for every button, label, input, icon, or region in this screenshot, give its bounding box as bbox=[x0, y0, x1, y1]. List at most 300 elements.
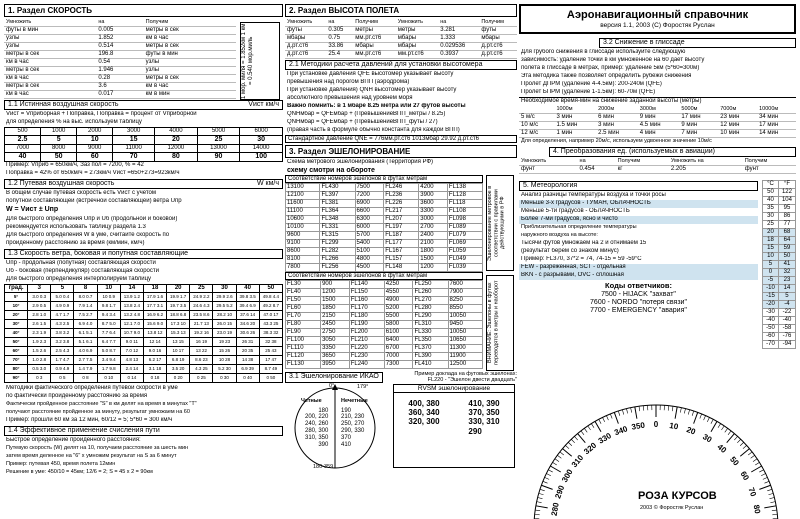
table-row bbox=[285, 42, 517, 50]
table-cell: 4 мин bbox=[638, 129, 680, 137]
table-row bbox=[5, 310, 283, 319]
table-cell: 4500 bbox=[355, 263, 384, 271]
table-cell: Получим bbox=[353, 18, 395, 26]
table-cell: FL128 bbox=[447, 191, 482, 199]
text-line: Пролет БПРМ (удаление 1-1.5км): 60-70м (QFE) bbox=[521, 89, 656, 96]
table-cell: -76 bbox=[778, 333, 795, 341]
table-cell: 90° bbox=[5, 373, 28, 382]
table-cell: 2400 bbox=[419, 231, 448, 239]
table-cell: 2.8 1.0 bbox=[28, 310, 51, 319]
table-cell: 20 bbox=[167, 284, 190, 292]
rose-tick bbox=[672, 406, 673, 411]
rose-label: 40 bbox=[715, 442, 729, 455]
table-cell: 7200 bbox=[355, 191, 384, 199]
rose-tick bbox=[584, 428, 587, 432]
rose-tick bbox=[768, 493, 773, 494]
table-cell: 5700 bbox=[355, 231, 384, 239]
table-row bbox=[5, 127, 283, 135]
table-cell: 4.0 6.9 bbox=[74, 346, 97, 355]
table-cell: 39.8 3.5 bbox=[236, 292, 259, 301]
table-cell: 9450 bbox=[448, 320, 483, 328]
rose-tick bbox=[631, 408, 632, 413]
table-cell: FL315 bbox=[320, 231, 355, 239]
table-cell: 0 18 bbox=[143, 373, 166, 382]
table-row bbox=[286, 280, 483, 288]
table-cell: 2000м bbox=[596, 105, 638, 113]
rose-tick bbox=[743, 445, 747, 448]
table-cell: 0 40 bbox=[236, 373, 259, 382]
table-cell: футы bbox=[285, 26, 326, 34]
table-row bbox=[286, 336, 483, 344]
table-cell: -4 bbox=[778, 301, 795, 309]
table-cell: на bbox=[438, 18, 479, 26]
rose-tick bbox=[540, 489, 545, 491]
rose-tick bbox=[740, 442, 744, 445]
text-line: Анализ разницы температуры воздуха и точки росы bbox=[521, 192, 666, 199]
table-cell: 900 bbox=[321, 280, 350, 288]
table-cell: 10° bbox=[5, 301, 28, 310]
text-line: Поправка = 42% от 650км/ч = 273км/ч Vист =650+273=923км/ч bbox=[6, 169, 180, 176]
table-cell: FL059 bbox=[447, 247, 482, 255]
table-cell: 18 bbox=[143, 284, 166, 292]
table-cell: -60 bbox=[763, 333, 779, 341]
text-line: Соответствие номеров эшелонов в футах метрам bbox=[285, 175, 483, 183]
table-cell: 19 23 bbox=[213, 337, 236, 346]
table-cell: 0 5 bbox=[51, 373, 74, 382]
table-cell: 196.8 bbox=[96, 50, 143, 58]
table-cell: 1.946 bbox=[96, 66, 143, 74]
list-item: 310, 350 bbox=[305, 435, 329, 442]
table-row bbox=[286, 320, 483, 328]
table-cell: метры в сек bbox=[144, 26, 236, 34]
table-cell: 122 bbox=[778, 189, 795, 197]
table-cell: 6000 bbox=[240, 127, 283, 135]
table-cell: 37.6 14 bbox=[236, 310, 259, 319]
table-cell: 4250 bbox=[384, 280, 413, 288]
table-cell: 10.7 9.0 bbox=[120, 328, 143, 337]
table-cell: 2.5 bbox=[5, 135, 41, 144]
table-cell: 80° bbox=[5, 364, 28, 373]
wind-table bbox=[4, 284, 283, 383]
main-title: Аэронавигационный справочник bbox=[566, 9, 749, 21]
tas-table bbox=[4, 127, 283, 162]
table-cell: 2.6 1.5 bbox=[28, 319, 51, 328]
table-cell: 12500 bbox=[448, 360, 483, 368]
text-line: для определения % на выс. используем таблицу bbox=[6, 118, 142, 125]
rose-tick bbox=[759, 470, 763, 472]
table-cell: 25 bbox=[197, 135, 240, 144]
table-cell: км в час bbox=[144, 34, 236, 42]
table-cell: 17 мин bbox=[757, 121, 796, 129]
table-cell: 20 35 bbox=[236, 346, 259, 355]
version: версия 1.1, 2003 (С) Форостяк Руслан bbox=[600, 21, 715, 29]
table-cell: 7.7 6.4 bbox=[97, 328, 120, 337]
text-line: Фактически пройденное расстояние "S" в км делят на время в минутах "T" bbox=[6, 400, 197, 407]
list-item: 330, 310 bbox=[468, 417, 500, 427]
rose-tick bbox=[639, 406, 640, 411]
table-cell: 8000 bbox=[41, 144, 77, 152]
table-cell: 0.28 bbox=[96, 74, 143, 82]
table-row bbox=[763, 277, 796, 285]
table-row bbox=[5, 152, 283, 161]
table-cell: FL190 bbox=[349, 320, 384, 328]
text-line: Быстрое определение пройденного расстояния: bbox=[6, 436, 141, 443]
table-cell: 60 bbox=[77, 152, 113, 161]
formula: QNHмбар = QFEмбар + (ПревышениеВПП_метры / 8.25) bbox=[287, 110, 446, 117]
table-cell: 29.9 2.6 bbox=[213, 292, 236, 301]
text-line: схему смотри на обороте bbox=[287, 166, 375, 174]
text-line: Более 7-ми градусов, ясно и чисто bbox=[519, 216, 758, 224]
formula: QNHмбар = QFEмбар + (ПревышениеВПП_футы / 27) bbox=[287, 118, 438, 125]
rose-tick bbox=[764, 506, 776, 508]
table-row bbox=[286, 207, 483, 215]
table-cell: 25 43 bbox=[259, 346, 282, 355]
speed-conversion-table bbox=[4, 18, 236, 99]
rose-tick bbox=[770, 502, 775, 503]
table-cell: -70 bbox=[763, 341, 779, 349]
rvsm-box bbox=[393, 384, 515, 468]
table-cell: 6 мин bbox=[596, 113, 638, 121]
list-item: 200, 220 bbox=[305, 414, 329, 421]
table-cell: FL330 bbox=[413, 328, 448, 336]
rose-tick bbox=[680, 408, 681, 413]
table-cell: 17.7 3.1 bbox=[143, 301, 166, 310]
table-cell: 2450 bbox=[321, 320, 350, 328]
glide-heading: 3.2 Снижение в глиссаде bbox=[599, 38, 796, 48]
table-cell: 3.6 bbox=[96, 82, 143, 90]
table-cell: 30.6 26 bbox=[236, 328, 259, 337]
table-cell: узлы bbox=[4, 34, 96, 42]
side-note: Эшелонирование метровое в соответствии с правилами действующими в РФ bbox=[486, 175, 514, 271]
table-cell: 38.3 32 bbox=[259, 328, 282, 337]
text-line: Путевую скорость (W) делят на 10, получаем расстояние за шесть мин bbox=[6, 444, 189, 451]
table-cell: 17.3 10 bbox=[167, 319, 190, 328]
table-cell: 11100 bbox=[286, 207, 320, 215]
table-cell: 8600 bbox=[286, 247, 320, 255]
rose-label: 320 bbox=[582, 440, 599, 457]
table-cell: 1500 bbox=[419, 255, 448, 263]
rose-tick bbox=[704, 416, 706, 421]
text-line: Для быстрого определения интерполируем таблицу bbox=[6, 275, 152, 282]
list-item: 410, 390 bbox=[468, 399, 500, 409]
table-row bbox=[286, 328, 483, 336]
table-cell: метры в сек bbox=[144, 74, 236, 82]
table-cell: FL266 bbox=[320, 255, 355, 263]
list-item: 210, 230 bbox=[341, 414, 365, 421]
deg-180: 180-359 bbox=[313, 463, 334, 470]
table-cell: 5200 bbox=[384, 304, 413, 312]
table-cell: -40 bbox=[778, 317, 795, 325]
table-cell: FL280 bbox=[413, 304, 448, 312]
table-cell: 5000м bbox=[679, 105, 718, 113]
speed-title: 1. Раздел СКОРОСТЬ bbox=[4, 4, 283, 17]
text-line: Схема метрового эшелонирования (Территория РФ) bbox=[287, 158, 434, 165]
table-cell: FL049 bbox=[447, 255, 482, 263]
rose-tick bbox=[568, 442, 572, 445]
descent-table bbox=[519, 105, 796, 138]
table-cell: 19.2 16 bbox=[190, 328, 213, 337]
table-cell: 10050 bbox=[448, 328, 483, 336]
rose-tick bbox=[635, 407, 637, 419]
table-cell: 11900 bbox=[448, 352, 483, 360]
rose-tick bbox=[563, 449, 572, 457]
table-cell: FL130 bbox=[286, 360, 321, 368]
rose-tick bbox=[537, 502, 542, 503]
text-line: по фактически пройденному расстоянию за время bbox=[6, 392, 148, 399]
rose-copyright: 2003 © Форостяк Руслан bbox=[640, 505, 704, 511]
table-cell: 0 25 bbox=[190, 373, 213, 382]
table-row bbox=[5, 144, 283, 152]
table-cell: 8 bbox=[74, 284, 97, 292]
table-cell: 3050 bbox=[321, 336, 350, 344]
table-cell: 19.7 3.5 bbox=[167, 301, 190, 310]
table-cell: FL177 bbox=[384, 239, 419, 247]
table-cell: 0 14 bbox=[120, 373, 143, 382]
table-cell: 10 bbox=[763, 253, 779, 261]
table-cell: 9600 bbox=[286, 231, 320, 239]
table-cell: 24.9 2.2 bbox=[190, 292, 213, 301]
table-cell: 30 bbox=[213, 284, 236, 292]
text-line: попутной составляющей (встречной составляющей) ветра Uпр bbox=[6, 197, 182, 204]
rose-tick bbox=[718, 424, 721, 428]
list-item: 320, 300 bbox=[408, 417, 440, 427]
table-cell: 10050 bbox=[448, 312, 483, 320]
table-cell: Получим bbox=[616, 158, 669, 166]
table-row bbox=[763, 205, 796, 213]
table-cell: FL098 bbox=[447, 215, 482, 223]
table-cell: FL30 bbox=[286, 280, 321, 288]
text-line: Для грубого снижения в глиссаде используйте следующую bbox=[521, 49, 686, 56]
table-cell: км в мин bbox=[144, 90, 236, 98]
table-cell: 1 мин bbox=[554, 129, 596, 137]
table-row bbox=[285, 26, 517, 34]
text-line: Для быстрого определения Uпр и Uб (продольной и боковой) bbox=[6, 215, 178, 222]
table-row bbox=[763, 325, 796, 333]
table-cell: 18 bbox=[763, 237, 779, 245]
text-line: Uб - боковая (перпендикуляр) составляющая скорости bbox=[6, 267, 159, 274]
table-cell: 8100 bbox=[286, 255, 320, 263]
table-cell: 4.3 25 bbox=[190, 364, 213, 373]
table-row bbox=[763, 189, 796, 197]
table-row bbox=[286, 312, 483, 320]
text-line: Важно помнить: в 1 мбаре 8.25 метра или 27 футов высоты bbox=[287, 102, 466, 109]
table-cell: 0.305 bbox=[326, 26, 353, 34]
table-row bbox=[763, 333, 796, 341]
table-cell: фунт bbox=[743, 166, 796, 174]
table-row bbox=[4, 82, 236, 90]
side-note: ВНИМАНИЕ: Эшелоны в футах переводятся в метры и наоборот bbox=[486, 275, 514, 371]
text-line: FEW - разреженная, SCT - отдельная bbox=[519, 264, 758, 272]
table-cell: FL364 bbox=[320, 207, 355, 215]
rose-tick bbox=[764, 481, 769, 483]
table-cell: 50 bbox=[259, 284, 282, 292]
rose-tick bbox=[767, 489, 772, 491]
text-line: превышения над порогом ВПП (аэродрома) bbox=[287, 78, 410, 85]
rose-label: 300 bbox=[560, 467, 575, 484]
rose-tick bbox=[560, 452, 564, 455]
table-cell: FL120 bbox=[286, 352, 321, 360]
altitude-section bbox=[285, 4, 517, 470]
code-line: 7700 - EMERGENCY "авария" bbox=[590, 306, 687, 314]
text-line: Меньше 3-х градусов - ТУМАН, ОБЛАЧНОСТЬ bbox=[519, 200, 758, 208]
table-cell: -10 bbox=[763, 285, 779, 293]
table-row bbox=[5, 373, 283, 382]
table-cell: 3.1 18 bbox=[143, 364, 166, 373]
table-cell: 70° bbox=[5, 355, 28, 364]
table-cell: -30 bbox=[763, 309, 779, 317]
altitude-conversion-table bbox=[285, 18, 517, 59]
rose-tick bbox=[772, 510, 777, 511]
table-cell: 1.9 2.3 bbox=[28, 337, 51, 346]
temperature-table bbox=[762, 180, 796, 349]
text-line: В общем случае путевая скорость есть Vист с учетом bbox=[6, 189, 157, 196]
table-cell: FL90 bbox=[286, 328, 321, 336]
table-cell: FL187 bbox=[384, 231, 419, 239]
table-cell: FL108 bbox=[447, 207, 482, 215]
text-line: затем время деленное на "6" х умножим результат на S за 6 минут bbox=[6, 452, 177, 459]
rose-tick bbox=[770, 497, 775, 498]
table-cell: 3 мин bbox=[596, 121, 638, 129]
table-cell: узлы bbox=[144, 66, 236, 74]
table-cell: 2000 bbox=[77, 127, 113, 135]
table-cell: 3 bbox=[28, 284, 51, 292]
table-cell: 7.0 12 bbox=[120, 346, 143, 355]
table-cell: 14 bbox=[120, 284, 143, 292]
table-cell: 3.281 bbox=[438, 26, 479, 34]
table-cell: FL200 bbox=[349, 328, 384, 336]
table-cell: 9100 bbox=[286, 239, 320, 247]
table-cell: FL167 bbox=[384, 247, 419, 255]
table-cell: 40° bbox=[5, 328, 28, 337]
table-cell: 8.6 23 bbox=[190, 355, 213, 364]
table-cell: 14 bbox=[778, 285, 795, 293]
table-cell: 7900 bbox=[448, 288, 483, 296]
gs-unit: W км/ч bbox=[256, 179, 279, 187]
table-cell: FL118 bbox=[447, 199, 482, 207]
table-cell: Получим bbox=[743, 158, 796, 166]
table-row bbox=[519, 129, 796, 137]
table-cell: 6700 bbox=[384, 344, 413, 352]
table-cell: 1500 bbox=[321, 296, 350, 304]
table-cell: FL138 bbox=[447, 183, 482, 191]
table-cell: 20° bbox=[5, 310, 28, 319]
table-row bbox=[763, 229, 796, 237]
table-row bbox=[519, 121, 796, 129]
table-row bbox=[5, 135, 283, 144]
table-cell: 10 м/с bbox=[519, 121, 554, 129]
table-cell: FL348 bbox=[320, 215, 355, 223]
table-cell: 12000 bbox=[155, 144, 198, 152]
rose-tick bbox=[643, 406, 644, 411]
rose-label: 10 bbox=[668, 420, 679, 432]
table-cell: 9.4 3.4 bbox=[97, 310, 120, 319]
rose-tick bbox=[751, 455, 755, 458]
rose-tick bbox=[721, 426, 724, 430]
table-cell: 14 мин bbox=[757, 129, 796, 137]
text-line: Пример: путевая 450, время полета 12мин bbox=[6, 460, 116, 467]
rose-tick bbox=[740, 449, 749, 457]
table-cell: Умножить на bbox=[669, 158, 743, 166]
rose-tick bbox=[684, 409, 685, 414]
table-cell: 0.3937 bbox=[438, 50, 479, 58]
table-cell: 13.2 4.8 bbox=[120, 310, 143, 319]
table-cell: 1.5 2.6 bbox=[28, 346, 51, 355]
rose-tick bbox=[711, 421, 717, 431]
table-row bbox=[286, 247, 483, 255]
table-cell: км в час bbox=[4, 58, 96, 66]
table-cell: -94 bbox=[778, 341, 795, 349]
table-cell: 7300 bbox=[384, 360, 413, 368]
example-line: Пример доклада на футовых эшелонах: bbox=[414, 370, 517, 377]
table-row bbox=[5, 328, 283, 337]
table-cell: 25 bbox=[763, 221, 779, 229]
table-cell: 7600 bbox=[448, 280, 483, 288]
wind-heading: 1.3 Скорость ветра, боковая и попутная составляющие bbox=[4, 249, 283, 259]
table-row bbox=[286, 352, 483, 360]
table-cell: 3000 bbox=[419, 215, 448, 223]
table-cell: 4.7 1.7 bbox=[51, 310, 74, 319]
table-cell: 7000 bbox=[384, 352, 413, 360]
table-cell: FL260 bbox=[413, 288, 448, 296]
list-item: 360, 340 bbox=[408, 408, 440, 418]
text-line: пройденному расстоянию за время (км/мин, км/ч) bbox=[6, 239, 145, 246]
table-cell: км в час bbox=[4, 74, 96, 82]
table-row bbox=[4, 90, 236, 98]
table-cell: 3000м bbox=[638, 105, 680, 113]
table-cell: FL039 bbox=[447, 263, 482, 271]
rose-tick bbox=[553, 462, 557, 465]
rose-tick bbox=[614, 412, 618, 423]
table-cell: 17 47 bbox=[259, 355, 282, 364]
table-cell: 5000 bbox=[197, 127, 240, 135]
table-cell: 12 м/с bbox=[519, 129, 554, 137]
table-cell: 17 мин bbox=[679, 113, 718, 121]
icao-circle bbox=[285, 384, 385, 470]
table-row bbox=[763, 261, 796, 269]
rose-tick bbox=[668, 406, 669, 411]
rose-tick bbox=[626, 409, 627, 414]
table-cell: 40 bbox=[763, 197, 779, 205]
table-cell: на bbox=[326, 18, 353, 26]
table-cell: 7000 bbox=[5, 144, 41, 152]
table-cell: 1000м bbox=[554, 105, 596, 113]
table-row bbox=[286, 199, 483, 207]
table-cell: футы в мин bbox=[4, 26, 96, 34]
table-cell: FL140 bbox=[349, 280, 384, 288]
table-cell: FL236 bbox=[384, 191, 419, 199]
table-cell: 0.75 bbox=[326, 34, 353, 42]
table-cell: 6.9 4.0 bbox=[74, 319, 97, 328]
table-cell: 10 bbox=[97, 284, 120, 292]
table-cell: 40 bbox=[236, 284, 259, 292]
rose-tick bbox=[588, 426, 591, 430]
text-line: BKN - с разрывами, OVC - сплошная bbox=[519, 272, 758, 280]
table-cell: 0.454 bbox=[578, 166, 616, 174]
table-row bbox=[286, 239, 483, 247]
reference-section bbox=[519, 4, 796, 349]
text-line: Пример: прошли 60 км за 12 мин, 60/12 = 5; 5*60 = 300 км/ч bbox=[6, 416, 173, 423]
table-cell: 8.7 49 bbox=[259, 364, 282, 373]
table-cell: 30 bbox=[763, 213, 779, 221]
list-item: 370 bbox=[341, 435, 352, 442]
table-cell: FL069 bbox=[447, 239, 482, 247]
mile-note: 1 мор. миля = 1.852км 1 км = 0.540 мор.миль bbox=[240, 22, 280, 100]
table-cell: FL079 bbox=[447, 231, 482, 239]
rose-label: 310 bbox=[569, 453, 586, 470]
table-cell: 4800 bbox=[355, 255, 384, 263]
table-cell: 68 bbox=[778, 229, 795, 237]
table-row bbox=[763, 309, 796, 317]
